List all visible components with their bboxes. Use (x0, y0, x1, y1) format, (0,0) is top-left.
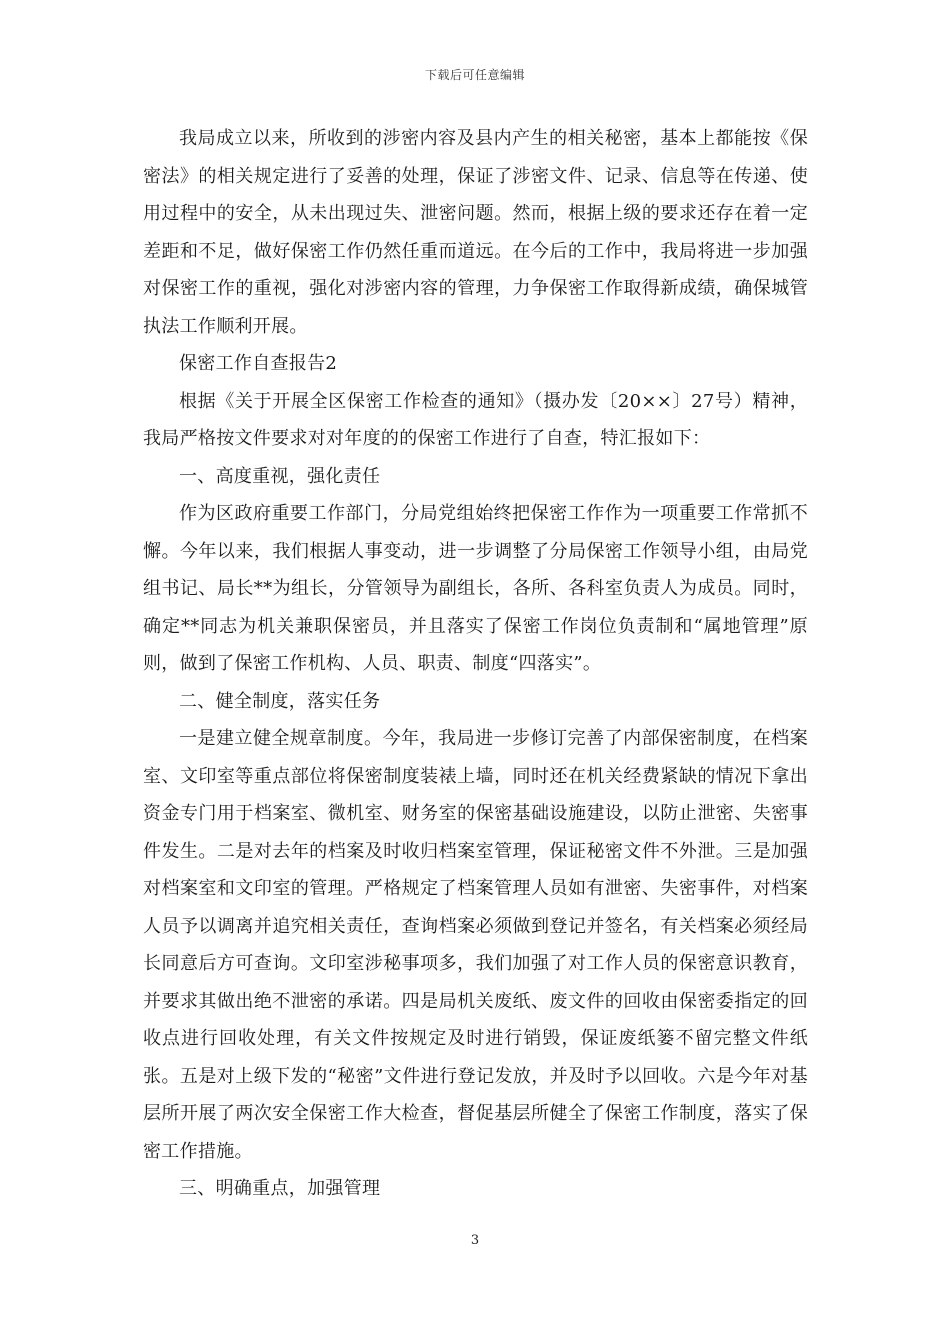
section-heading-2: 二、健全制度，落实任务 (179, 690, 381, 712)
paragraph-closing-summary: 我局成立以来，所收到的涉密内容及县内产生的相关秘密，基本上都能按《保密法》的相关规定进行了妥善的处理，保证了涉密文件、记录、信息等在传递、使用过程中的安全，从未出现过失、泄密问题。然而，根据上级的要求还存在着一定差距和不足，做好保密工作仍然任重而道远。在今后的工作中，我局将进一步加强对保密工作的重视，强化对涉密内容的管理，力争保密工作取得新成绩，确保城管执法工作顺利开展。 (143, 128, 808, 337)
section-heading-3: 三、明确重点，加强管理 (179, 1178, 381, 1199)
section-heading-1: 一、高度重视，强化责任 (179, 465, 381, 487)
paragraph-section-1: 作为区政府重要工作部门，分局党组始终把保密工作作为一项重要工作常抓不懈。今年以来，我们根据人事变动，进一步调整了分局保密工作领导小组，由局党组书记、局长**为组长，分管领导为副组长，各所、各科室负责人为成员。同时，确定**同志为机关兼职保密员，并且落实了保密工作岗位负责制和“属地管理”原则，做到了保密工作机构、人员、职责、制度“四落实”。 (143, 503, 808, 674)
document-body (143, 120, 808, 1208)
page-header: 下载后可任意编辑 (424, 68, 525, 82)
paragraph-section-2: 一是建立健全规章制度。今年，我局进一步修订完善了内部保密制度，在档案室、文印室等重点部位将保密制度装裱上墙，同时还在机关经费紧缺的情况下拿出资金专门用于档案室、微机室、财务室的保密基础设施建设，以防止泄密、失密事件发生。二是对去年的档案及时收归档案室管理，保证秘密文件不外泄。三是加强对档案室和文印室的管理。严格规定了档案管理人员如有泄密、失密事件，对档案人员予以调离并追究相关责任，查询档案必须做到登记并签名，有关档案必须经局长同意后方可查询。文印室涉秘事项多，我们加强了对工作人员的保密意识教育，并要求其做出绝不泄密的承诺。四是局机关废纸、废文件的回收由保密委指定的回收点进行回收处理，有关文件按规定及时进行销毁，保证废纸篓不留完整文件纸张。五是对上级下发的“秘密”文件进行登记发放，并及时予以回收。六是今年对基层所开展了两次安全保密工作大检查，督促基层所健全了保密工作制度，落实了保密工作措施。 (143, 728, 808, 1162)
page-number: 3 (470, 1233, 480, 1248)
paragraph-intro: 根据《关于开展全区保密工作检查的通知》（摄办发〔20××〕27号）精神，我局严格按文件要求对对年度的的保密工作进行了自查，特汇报如下： (143, 390, 808, 449)
report-title: 保密工作自查报告2 (179, 353, 338, 374)
